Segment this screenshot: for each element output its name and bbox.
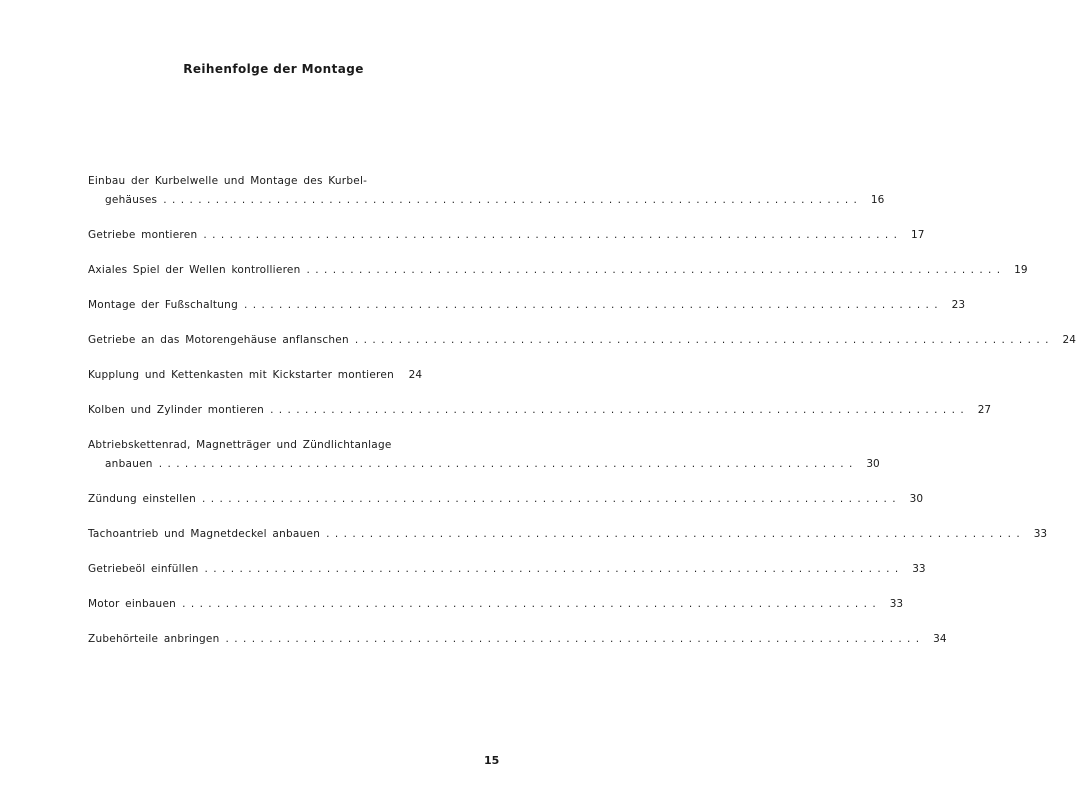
toc-line <box>88 191 885 210</box>
toc-entry-text: Zubehörteile anbringen <box>88 633 220 645</box>
toc-line <box>88 226 925 245</box>
toc-page-number: 17 <box>911 229 925 241</box>
toc-page-number: 33 <box>1033 528 1048 540</box>
toc-entry <box>88 525 1048 544</box>
dot-leader: ................................................................................ <box>163 194 863 206</box>
toc-page-number: 24 <box>408 369 423 381</box>
toc-line <box>88 366 423 385</box>
toc-entry <box>88 261 1028 280</box>
toc-page-number: 33 <box>889 598 904 610</box>
toc-entry <box>88 401 992 420</box>
toc-line <box>88 490 924 509</box>
dot-leader: ................................................................................ <box>182 598 882 610</box>
dot-leader: ................................................................................ <box>270 404 970 416</box>
toc-entry <box>88 366 423 385</box>
toc-entry <box>88 172 885 210</box>
toc-entry-text: Zündung einstellen <box>88 493 197 505</box>
toc-line <box>88 595 904 614</box>
toc-entry-text: Getriebeöl einfüllen <box>88 563 199 575</box>
toc-entry-text: Einbau der Kurbelwelle und Montage des Kurbel- <box>88 175 368 187</box>
toc-page-number: 16 <box>870 194 885 206</box>
toc-entry-text: Kolben und Zylinder montieren <box>88 404 265 416</box>
toc-entry-text: gehäuses <box>105 194 158 206</box>
toc-line <box>88 401 992 420</box>
toc-entry <box>88 331 1076 350</box>
toc-page-number: 24 <box>1062 334 1076 346</box>
dot-leader: ................................................................................ <box>306 264 1006 276</box>
dot-leader: ................................................................................ <box>225 633 925 645</box>
toc-entry <box>88 226 925 245</box>
page-title: Reihenfolge der Montage <box>183 62 364 76</box>
dot-leader: ................................................................................ <box>204 563 904 575</box>
toc-page-number: 30 <box>909 493 924 505</box>
toc-entry-text: Getriebe an das Motorengehäuse anflanschen <box>88 334 349 346</box>
dot-leader: ................................................................................ <box>158 458 858 470</box>
toc-page-number: 19 <box>1014 264 1028 276</box>
toc-entry-text: Abtriebskettenrad, Magnetträger und Zündlichtanlage <box>88 439 392 451</box>
toc-entry <box>88 436 880 474</box>
toc-entry-text: anbauen <box>105 458 153 470</box>
toc-line <box>88 455 880 474</box>
toc-page-number: 23 <box>951 299 966 311</box>
dot-leader: ................................................................................ <box>202 493 902 505</box>
toc-entry <box>88 595 904 614</box>
toc-entry <box>88 630 947 649</box>
toc-line <box>88 296 966 315</box>
dot-leader: ................................................................................ <box>244 299 944 311</box>
toc-entry-text: Getriebe montieren <box>88 229 198 241</box>
toc-entry <box>88 560 926 579</box>
toc-entry-text: Motor einbauen <box>88 598 177 610</box>
toc-line <box>88 630 947 649</box>
toc-line <box>88 560 926 579</box>
toc-entry-text: Axiales Spiel der Wellen kontrollieren <box>88 264 301 276</box>
toc-entry-text: Montage der Fußschaltung <box>88 299 239 311</box>
toc-entry-text: Kupplung und Kettenkasten mit Kickstarter montieren <box>88 369 395 381</box>
toc-line <box>88 331 1076 350</box>
toc-page-number: 30 <box>866 458 880 470</box>
toc-line <box>88 525 1048 544</box>
toc-page-number: 33 <box>912 563 926 575</box>
toc-line <box>88 436 400 455</box>
toc-entry <box>88 296 966 315</box>
toc-line <box>88 261 1028 280</box>
toc-page-number: 34 <box>933 633 947 645</box>
toc-entry-text: Tachoantrieb und Magnetdeckel anbauen <box>88 528 321 540</box>
toc-line <box>88 172 400 191</box>
toc-entry <box>88 490 924 509</box>
toc-page-number: 27 <box>977 404 992 416</box>
table-of-contents <box>88 172 1076 665</box>
dot-leader: ................................................................................ <box>326 528 1026 540</box>
page-number: 15 <box>484 754 500 767</box>
dot-leader: ................................................................................ <box>354 334 1054 346</box>
dot-leader: ................................................................................ <box>203 229 903 241</box>
